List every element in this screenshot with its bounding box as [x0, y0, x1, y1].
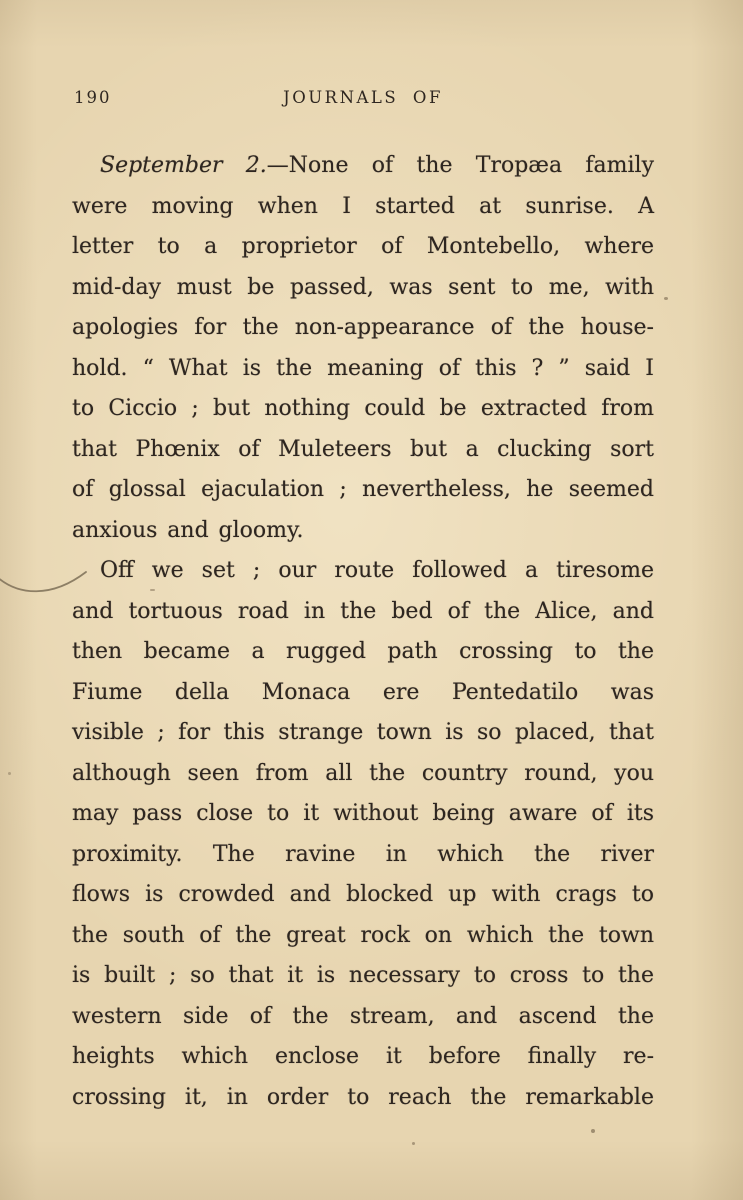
page-number: 190 — [74, 88, 112, 107]
text-line: apologies for the non-appearance of the house- — [72, 315, 654, 340]
text-line: anxious and gloomy. — [72, 517, 304, 543]
text-line: western side of the stream, and ascend the — [72, 1003, 654, 1029]
text-line: hold. “ What is the meaning of this ? ” said I — [72, 355, 654, 381]
text-line: then became a rugged path crossing to the — [72, 639, 654, 664]
text-line: Off we set ; our route followed a tiresome — [100, 558, 654, 583]
text-segment: —None of the Tropæa family — [266, 153, 654, 178]
text-line: of glossal ejaculation ; nevertheless, he seemed — [72, 477, 654, 502]
text-line: to Ciccio ; but nothing could be extracted from — [72, 396, 654, 421]
scan-speck — [412, 1142, 415, 1145]
text-line: were moving when I started at sunrise. A — [72, 193, 654, 219]
body-text — [72, 146, 654, 1118]
text-line: letter to a proprietor of Montebello, where — [72, 234, 654, 259]
text-line: that Phœnix of Muleteers but a clucking sort — [72, 436, 654, 462]
text-line: the south of the great rock on which the town — [72, 922, 654, 948]
text-line: Fiume della Monaca ere Pentedatilo was — [72, 679, 654, 705]
text-line: crossing it, in order to reach the remarkable — [72, 1084, 654, 1110]
text-line: may pass close to it without being aware of its — [72, 801, 654, 826]
date-lead: September 2. — [100, 153, 267, 178]
text-line: heights which enclose it before finally re- — [72, 1044, 654, 1069]
text-line: is built ; so that it is necessary to cross to the — [72, 963, 654, 988]
scan-speck — [150, 589, 155, 591]
scan-speck — [591, 1129, 595, 1133]
scan-speck — [8, 772, 11, 775]
text-line: although seen from all the country round, you — [72, 760, 654, 786]
text-line: flows is crowded and blocked up with crags to — [72, 882, 654, 907]
text-line — [72, 146, 654, 187]
page-header — [72, 88, 654, 112]
scan-speck — [664, 297, 668, 300]
text-line: proximity. The ravine in which the river — [72, 841, 654, 867]
running-header: JOURNALS OF — [283, 88, 443, 107]
text-line: and tortuous road in the bed of the Alice, and — [72, 598, 654, 624]
text-line: mid-day must be passed, was sent to me, with — [72, 274, 654, 300]
text-line: visible ; for this strange town is so placed, that — [72, 720, 654, 745]
